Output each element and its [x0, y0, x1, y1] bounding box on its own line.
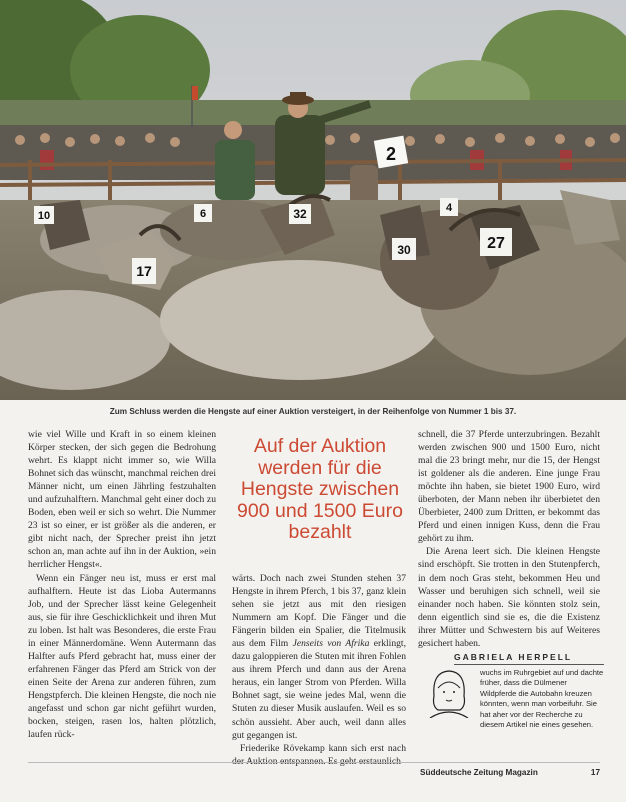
paragraph: wie viel Wille und Kraft in so einem kleinen Körper stecken, der sich gegen die Bedrohung wehrt. Es klappt nicht immer so, wie Willa Bohnet sich das wünscht, manchmal reichen drei Männer nicht, um einen Jährling festzuhalten und aufzuhalftern. Manchmal geht einer doch zu Boden, eben weil er sich so wehrt. Die Nummer 23 ist so einer, er ist größer als die anderen, er gibt nicht nach, der Sprecher preist ihn jetzt schon an, man achte auf ihn in der Auktion, »ein herrlicher Hengst«. [28, 429, 216, 571]
tag-27-big [480, 228, 512, 256]
photo-caption: Zum Schluss werden die Hengste auf einer Auktion versteigert, in der Reihenfolge von Nummer 1 bis 37. [109, 407, 517, 416]
paragraph: schnell, die 37 Pferde unterzubringen. Bezahlt werden zwischen 900 und 1500 Euro, nicht mal die 23 bringt mehr, nur die 15, der Hengst ist goldener als die anderen. Eine junge Frau möchte ihn haben, sie bietet 1900 Euro, wird überboten, der Mann neben ihr überbietet den Überbieter, 2400 zum Dritten, er bekommt das Pferd und einen innigen Kuss, denn die Frau gehört zu ihm. [418, 429, 600, 545]
svg-text:4: 4 [445, 202, 453, 214]
footer-divider [28, 762, 600, 763]
tag-30 [392, 238, 416, 260]
tag-4 [440, 198, 458, 216]
text-column-3 [418, 428, 600, 650]
magazine-name: Süddeutsche Zeitung Magazin [420, 768, 538, 777]
pull-quote: Auf der Auktion werden für die Hengste zwischen 900 und 1500 Euro bezahlt [237, 435, 403, 543]
author-name: GABRIELA HERPELL [454, 652, 573, 662]
svg-text:30: 30 [397, 243, 411, 257]
svg-text:10: 10 [37, 210, 51, 222]
tag-6 [194, 204, 212, 222]
svg-text:6: 6 [199, 208, 207, 220]
tag-10 [34, 206, 54, 224]
svg-text:2: 2 [385, 144, 397, 164]
author-bio: wuchs im Ruhrgebiet auf und dachte früher, dass die Dülmener Wildpferde die Autobahn kreuzen könnten, wenn man vorbeifuhr. Sie hat aher vor der Recherche zu diesem Artikel nie eines gesehen. [480, 668, 604, 730]
tag-2-sign [374, 136, 408, 169]
author-divider [454, 664, 604, 665]
svg-text:32: 32 [293, 207, 307, 221]
page-footer [420, 768, 600, 777]
svg-text:17: 17 [136, 263, 152, 279]
paragraph: Wenn ein Fänger neu ist, muss er erst mal aufhalftern. Heute ist das Lioba Autermanns Job, und der Sprecher lässt keine Gelegenheit aus, sie für ihre Geschicklichkeit und ihren Mut zu loben. Ist halt was Besonderes, die erste Frau in einer Männerdomäne. Wenn Autermann das Halfter aufs Pferd gebracht hat, muss einer der erfahrenen Fänger das Pferd am Strick von der einen Seite der Arena zur anderen führen, zum Hengstpferch. Die kleinen Hengste, die noch nie angefasst und schon gar nicht geführt wurden, bocken, steigen, rasen los, halten plötzlich, laufen rück- [28, 572, 216, 741]
paragraph: Die Arena leert sich. Die kleinen Hengste sind erschöpft. Sie trotten in den Stutenpferch, in dem noch Gras steht, bekommen Heu und Wasser und beruhigen sich schnell, weil sie einander noch haben. Sie könnten stolz sein, denn eigentlich sind sie es, die die Existenz ihrer Mütter und Schwestern bis auf Weiteres gesichert haben. [418, 546, 600, 649]
svg-text:27: 27 [487, 235, 505, 252]
auction-photo [0, 0, 626, 400]
film-title: Jenseits von Afrika [292, 638, 370, 650]
tag-32 [289, 204, 311, 224]
page-number: 17 [590, 768, 600, 777]
text-column-2 [232, 572, 406, 768]
text-column-1 [28, 428, 216, 741]
paragraph: Friederike Rövekamp kann sich erst nach der Auktion entspannen. Es geht erstaunlich [232, 742, 406, 767]
horse-auction-illustration [0, 0, 626, 400]
tag-17 [132, 258, 156, 284]
paragraph: wärts. Doch nach zwei Stunden stehen 37 Hengste in ihrem Pferch, 1 bis 37, ganz klein sehen sie jetzt aus mit den riesigen Nummern am Kopf. Die Fänger und die Fängerin bilden ein Spalier, die Titelmusik aus dem Film Jenseits von Afrika erklingt, dazu galoppieren die Stuten mit ihren Fohlen aus ihrem Pferch und dann aus der Arena heraus, ein langer Strom von Pferden. Willa Bohnet sagt, sie weine jedes Mal, wenn die Stuten zu dieser Musik auslaufen. Weil es so schön aussieht. Aber auch, weil dann alles gut gegangen ist. [232, 573, 406, 741]
